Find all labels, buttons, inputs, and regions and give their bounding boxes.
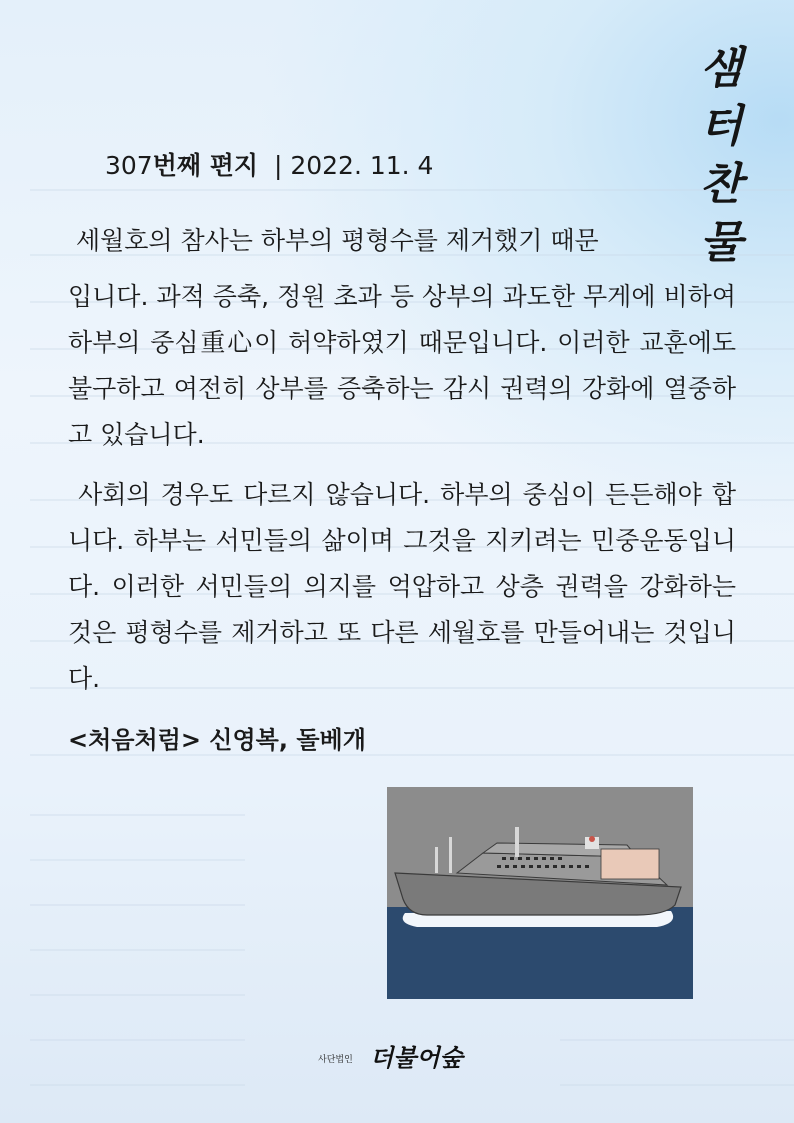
letter-word: 번째 편지 — [152, 151, 259, 180]
organization-logo — [318, 1038, 498, 1078]
letter-number: 307 — [105, 151, 153, 180]
calligraphy-char: 물 — [699, 217, 743, 268]
paragraph-2-text: 사회의 경우도 다르지 않습니다. 하부의 중심이 든든해야 합니다. 하부는 서민들의 삶이며 그것을 지키려는 민중운동입니다. 이러한 서민들의 의지를 억압하고 상층 권력을 강화하는 것은 평형수를 제거하고 또 다른 세월호를 만들어내는 것입니다. — [68, 480, 736, 693]
header-separator: | — [273, 151, 283, 180]
calligraphy-char: 샘 — [699, 43, 743, 94]
calligraphy-char: 찬 — [699, 159, 743, 210]
calligraphy-char: 터 — [699, 101, 743, 152]
paragraph-1-body: 입니다. 과적 증축, 정원 초과 등 상부의 과도한 무게에 비하여 하부의 중심重心이 허약하였기 때문입니다. 이러한 교훈에도 불구하고 여전히 상부를 증축하는 감시 권력의 강화에 열중하고 있습니다. — [68, 282, 736, 449]
paragraph-2 — [68, 472, 736, 702]
source-citation: <처음처럼> 신영복, 돌베개 — [68, 726, 366, 754]
ship-illustration-icon — [387, 787, 693, 999]
org-name: 더불어숲 — [370, 1043, 463, 1072]
calligraphy-title — [676, 40, 766, 272]
letter-header — [105, 146, 433, 182]
paragraph-1-first-line-text: 세월호의 참사는 하부의 평형수를 제거했기 때문 — [75, 226, 599, 255]
letter-date: 2022. 11. 4 — [290, 151, 434, 180]
org-type: 사단법인 — [318, 1055, 353, 1065]
paragraph-1-first-line — [68, 218, 668, 264]
